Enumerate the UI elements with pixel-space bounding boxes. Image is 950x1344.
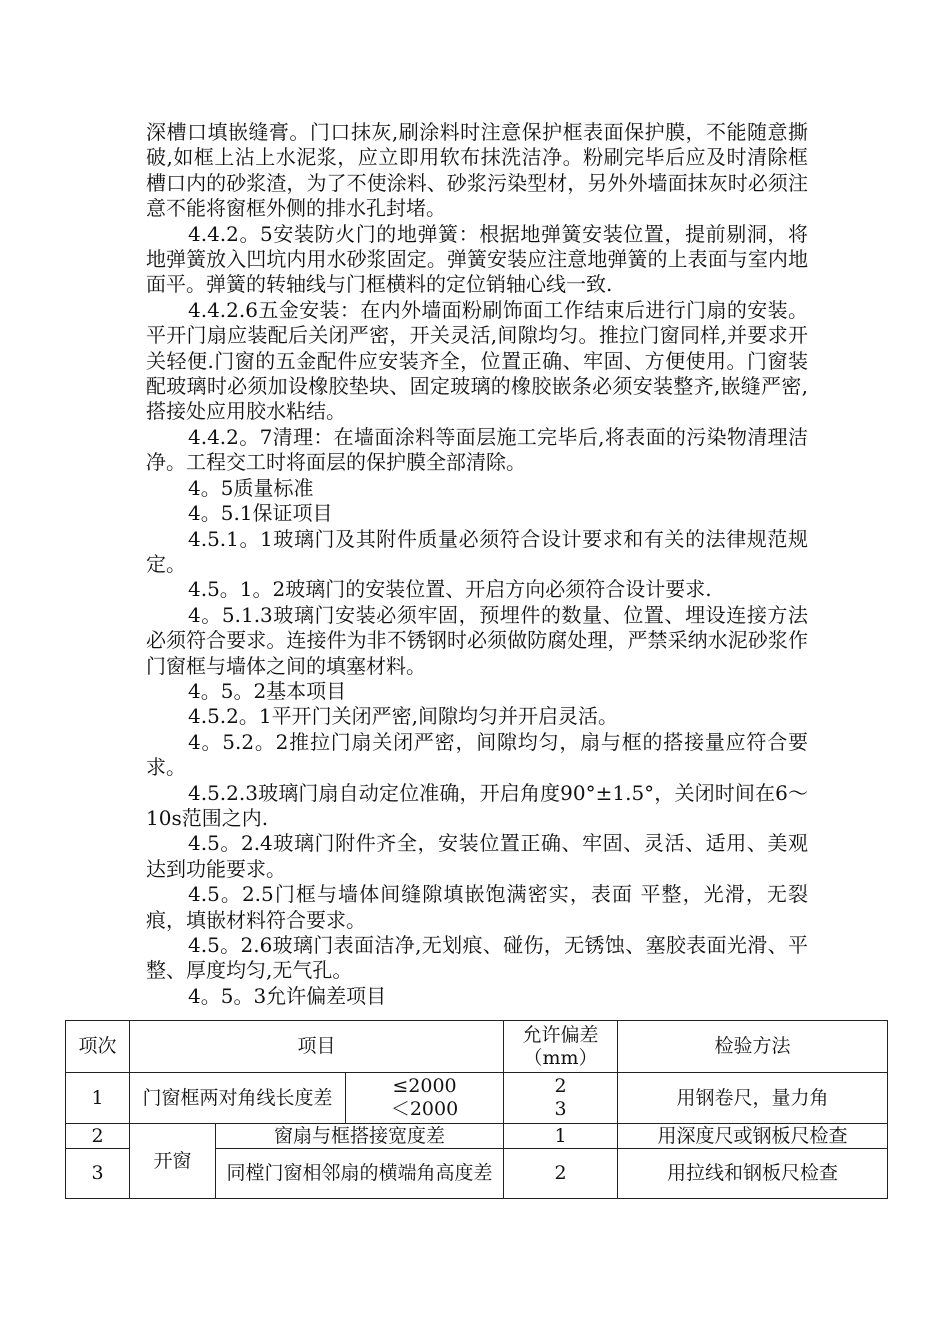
paragraph: 4.4.2。5安装防火门的地弹簧：根据地弹簧安装位置，提前剔洞，将地弹簧放入凹坑内用水砂浆固定。弹簧安装应注意地弹簧的上表面与室内地面平。弹簧的转轴线与门框横料的定位销轴心线一致. (146, 221, 808, 297)
tolerance-header-line2: （mm） (523, 1046, 598, 1069)
group-label: 开窗 (130, 1124, 216, 1199)
row-item: 门窗框两对角线长度差 (130, 1073, 346, 1124)
paragraph: 4.5。1。2玻璃门的安装位置、开启方向必须符合设计要求. (188, 577, 712, 602)
paragraph: 4.5.2.3玻璃门扇自动定位准确，开启角度90°±1.5°，关闭时间在6～10s范围之内. (146, 780, 808, 830)
tolerance-b: 3 (554, 1098, 567, 1120)
table-row (66, 1124, 888, 1149)
paragraph: 4。5.1.3玻璃门安装必须牢固，预埋件的数量、位置、埋设连接方法必须符合要求。连接件为非不锈钢时必须做防腐处理，严禁采纳水泥砂浆作门窗框与墙体之间的填塞材料。 (146, 602, 808, 678)
subsection-heading: 4。5。3允许偏差项目 (188, 983, 387, 1008)
paragraph: 4.5。2.5门框与墙体间缝隙填嵌饱满密实，表面 平整，光滑，无裂痕，填嵌材料符合要求。 (146, 882, 808, 932)
table-row (66, 1073, 888, 1124)
paragraph: 4.5。2.4玻璃门附件齐全，安装位置正确、牢固、灵活、适用、美观达到功能要求。 (146, 831, 808, 881)
row-no: 3 (66, 1149, 130, 1199)
subsection-heading: 4。5。2基本项目 (188, 678, 347, 703)
paragraph: 4.5。2.6玻璃门表面洁净,无划痕、碰伤，无锈蚀、塞胶表面光滑、平整、厚度均匀,无气孔。 (146, 933, 808, 983)
condition-a: ≤2000 (392, 1075, 457, 1097)
row-tolerance: 1 (504, 1124, 618, 1149)
subsection-heading: 4。5.1保证项目 (188, 501, 333, 526)
header-cell-tolerance (504, 1021, 618, 1073)
row-tolerance (504, 1073, 618, 1124)
paragraph: 4.4.2。7清理：在墙面涂料等面层施工完毕后,将表面的污染物清理洁净。工程交工时将面层的保护膜全部清除。 (146, 424, 808, 475)
row-no: 2 (66, 1124, 130, 1149)
row-method: 用拉线和钢板尺检查 (618, 1149, 888, 1199)
row-item: 同樘门窗相邻扇的横端角高度差 (216, 1149, 504, 1199)
row-item: 窗扇与框搭接宽度差 (216, 1124, 504, 1149)
paragraph: 4.4.2.6五金安装：在内外墙面粉刷饰面工作结束后进行门扇的安装。平开门扇应装配后关闭严密，开关灵活,间隙均匀。推拉门窗同样,并要求开关轻便.门窗的五金配件应安装齐全，位置正确、牢固、方便使用。门窗装配玻璃时必须加设橡胶垫块、固定玻璃的橡胶嵌条必须安装整齐,嵌缝严密,搭接处应用胶水粘结。 (146, 297, 808, 424)
header-cell-no: 项次 (66, 1021, 130, 1073)
row-condition (346, 1073, 504, 1124)
row-tolerance: 2 (504, 1149, 618, 1199)
paragraph: 4。5.2。2推拉门扇关闭严密，间隙均匀，扇与框的搭接量应符合要求。 (146, 729, 808, 780)
body-text (146, 120, 808, 1009)
tolerance-table (65, 1020, 888, 1199)
header-cell-method: 检验方法 (618, 1021, 888, 1073)
row-no: 1 (66, 1073, 130, 1124)
row-method: 用钢卷尺，量力角 (618, 1073, 888, 1124)
tolerance-a: 2 (554, 1075, 567, 1097)
paragraph: 深槽口填嵌缝膏。门口抹灰,刷涂料时注意保护框表面保护膜，不能随意撕破,如框上沾上水泥浆，应立即用软布抹洗洁净。粉刷完毕后应及时清除框槽口内的砂浆渣，为了不使涂料、砂浆污染型材，另外外墙面抹灰时必须注意不能将窗框外侧的排水孔封堵。 (146, 120, 808, 221)
paragraph: 4.5.1。1玻璃门及其附件质量必须符合设计要求和有关的法律规范规定。 (146, 526, 808, 576)
condition-b: ＜2000 (390, 1098, 459, 1120)
row-method: 用深度尺或钢板尺检查 (618, 1124, 888, 1149)
table-header-row (66, 1021, 888, 1073)
header-cell-item: 项目 (130, 1021, 504, 1073)
paragraph: 4.5.2。1平开门关闭严密,间隙均匀并开启灵活。 (188, 704, 618, 729)
tolerance-header-line1: 允许偏差 (522, 1023, 599, 1046)
section-heading: 4。5质量标准 (188, 475, 314, 500)
